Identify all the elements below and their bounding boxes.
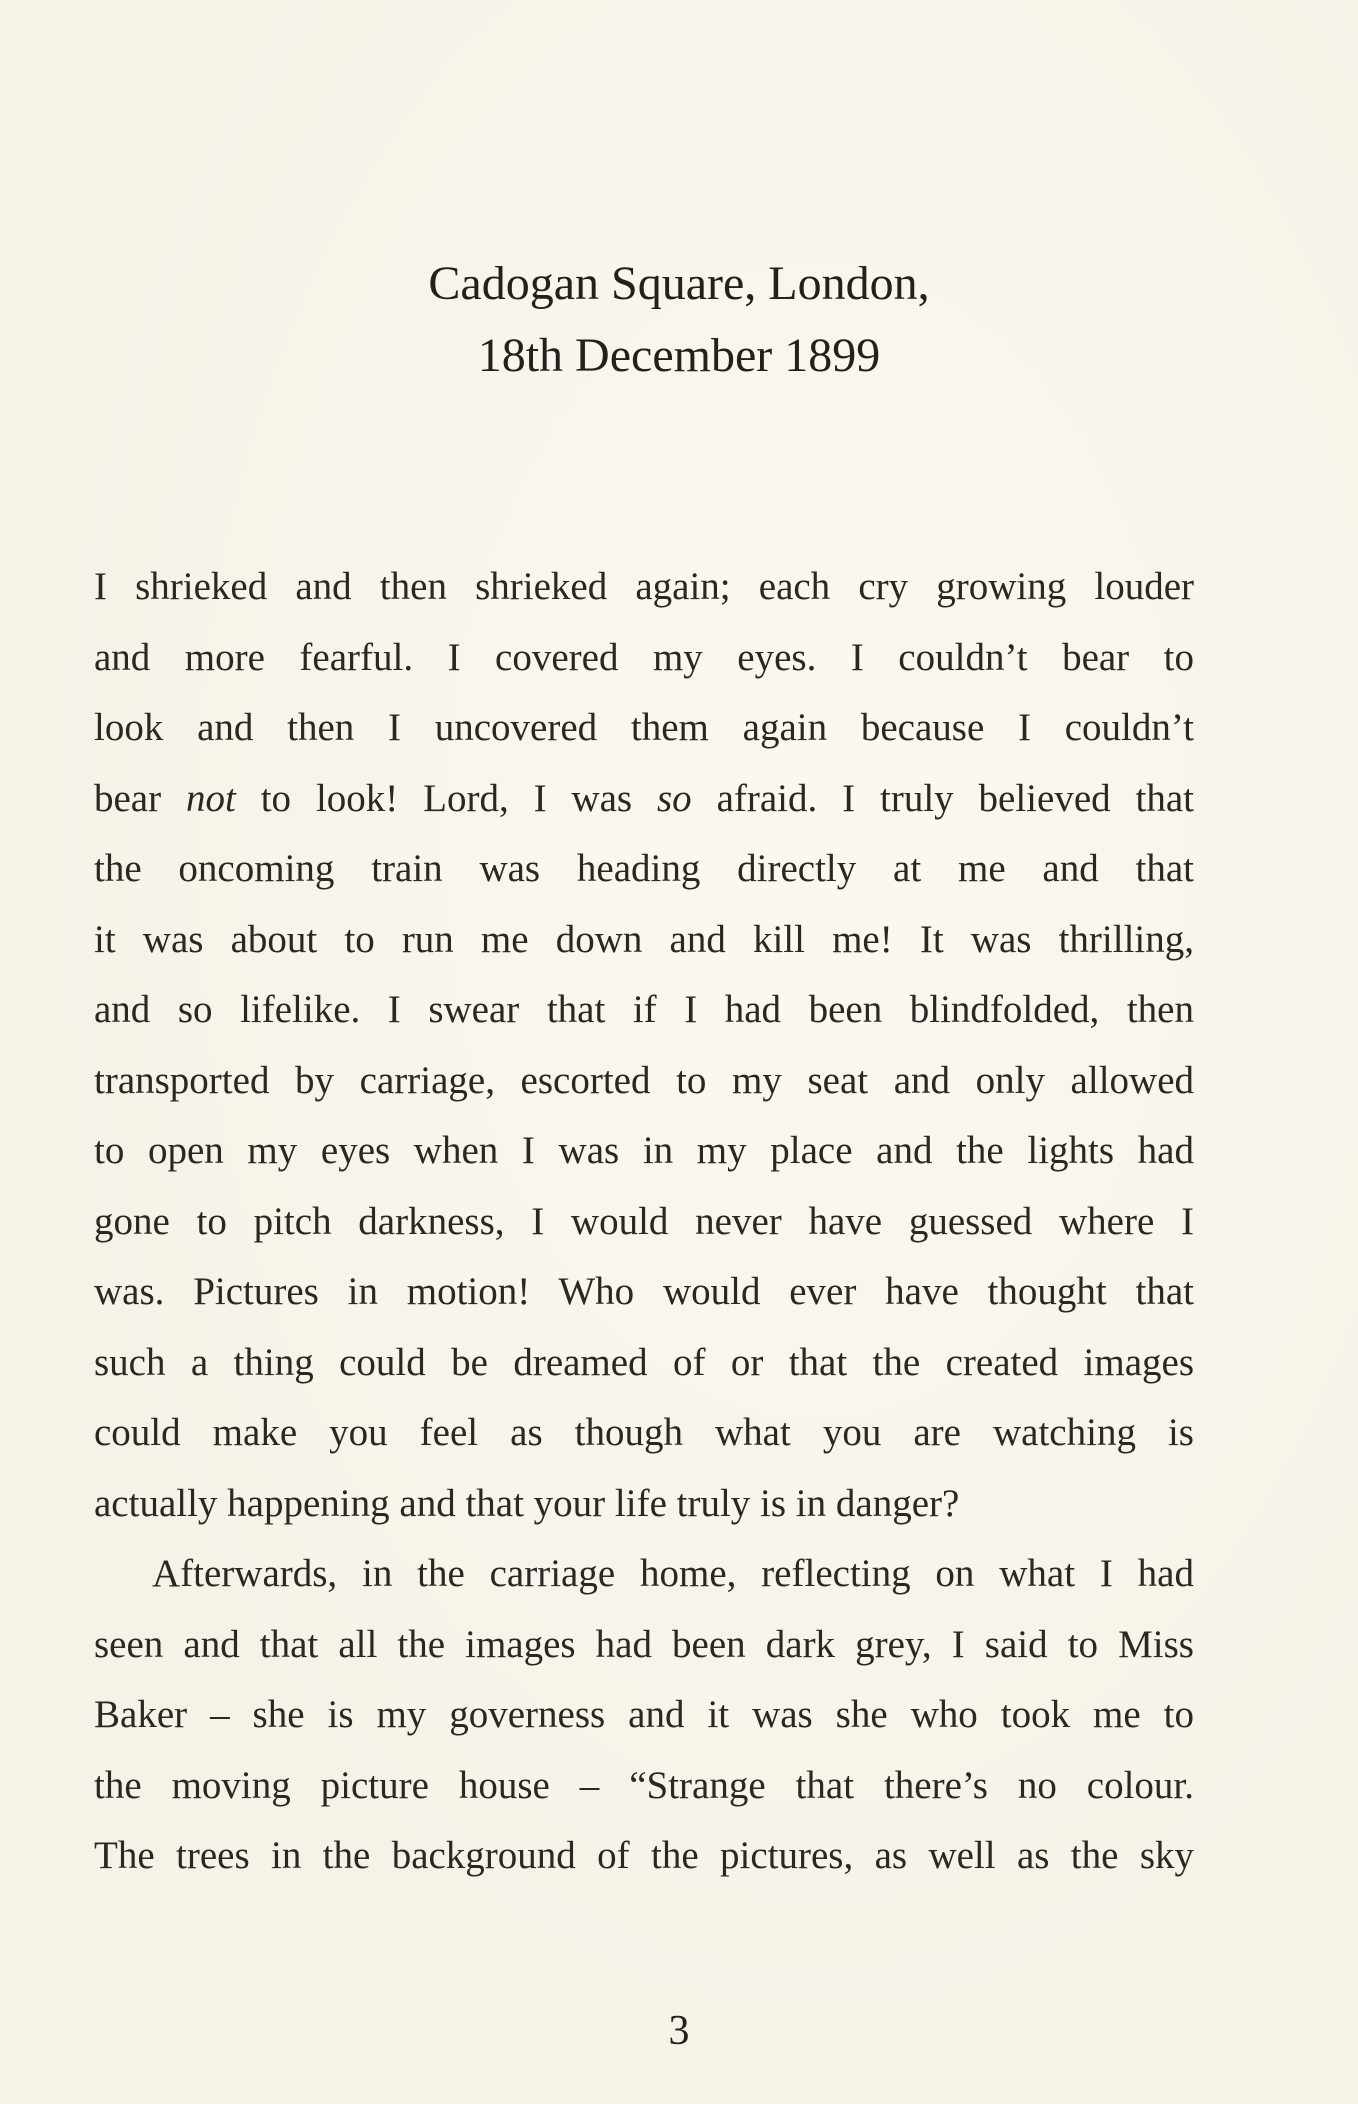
body-text [94, 552, 1194, 1892]
text-line: Baker – she is my governess and it was she who took me to [94, 1693, 1194, 1736]
paragraph-2 [94, 1539, 1194, 1892]
emphasis-text: so [657, 776, 692, 820]
text-run: bear [94, 776, 186, 820]
text-line [94, 764, 1194, 835]
text-line: actually happening and that your life truly is in danger? [94, 1481, 960, 1525]
text-line: was. Pictures in motion! Who would ever have thought that [94, 1270, 1194, 1313]
text-line: transported by carriage, escorted to my seat and only allowed [94, 1058, 1194, 1102]
emphasis-text: not [186, 776, 236, 820]
heading-date: 18th December 1899 [477, 329, 881, 382]
text-line: I shrieked and then shrieked again; each cry growing louder [94, 565, 1194, 608]
text-line: look and then I uncovered them again because I couldn’t [94, 706, 1194, 749]
text-run: to look! Lord, I was [235, 776, 657, 820]
text-line: could make you feel as though what you are watching is [94, 1411, 1194, 1454]
text-line: and so lifelike. I swear that if I had been blindfolded, then [94, 988, 1194, 1031]
text-line: the oncoming train was heading directly at me and that [94, 847, 1194, 890]
text-line: to open my eyes when I was in my place and the lights had [94, 1129, 1194, 1172]
page-number: 3 [668, 2008, 690, 2054]
paragraph-1 [94, 552, 1194, 1539]
text-line: The trees in the background of the pictures, as well as the sky [94, 1834, 1194, 1877]
text-line: and more fearful. I covered my eyes. I couldn’t bear to [94, 635, 1194, 679]
text-line: Afterwards, in the carriage home, reflecting on what I had [152, 1552, 1194, 1595]
heading-location: Cadogan Square, London, [428, 257, 930, 310]
text-line: gone to pitch darkness, I would never have guessed where I [94, 1199, 1194, 1243]
text-line: the moving picture house – “Strange that there’s no colour. [94, 1763, 1194, 1807]
text-line: seen and that all the images had been dark grey, I said to Miss [94, 1622, 1194, 1666]
text-line: such a thing could be dreamed of or that the created images [94, 1340, 1194, 1384]
text-run: afraid. I truly believed that [691, 776, 1195, 820]
text-line: it was about to run me down and kill me! It was thrilling, [94, 917, 1194, 961]
chapter-heading [0, 248, 1358, 392]
